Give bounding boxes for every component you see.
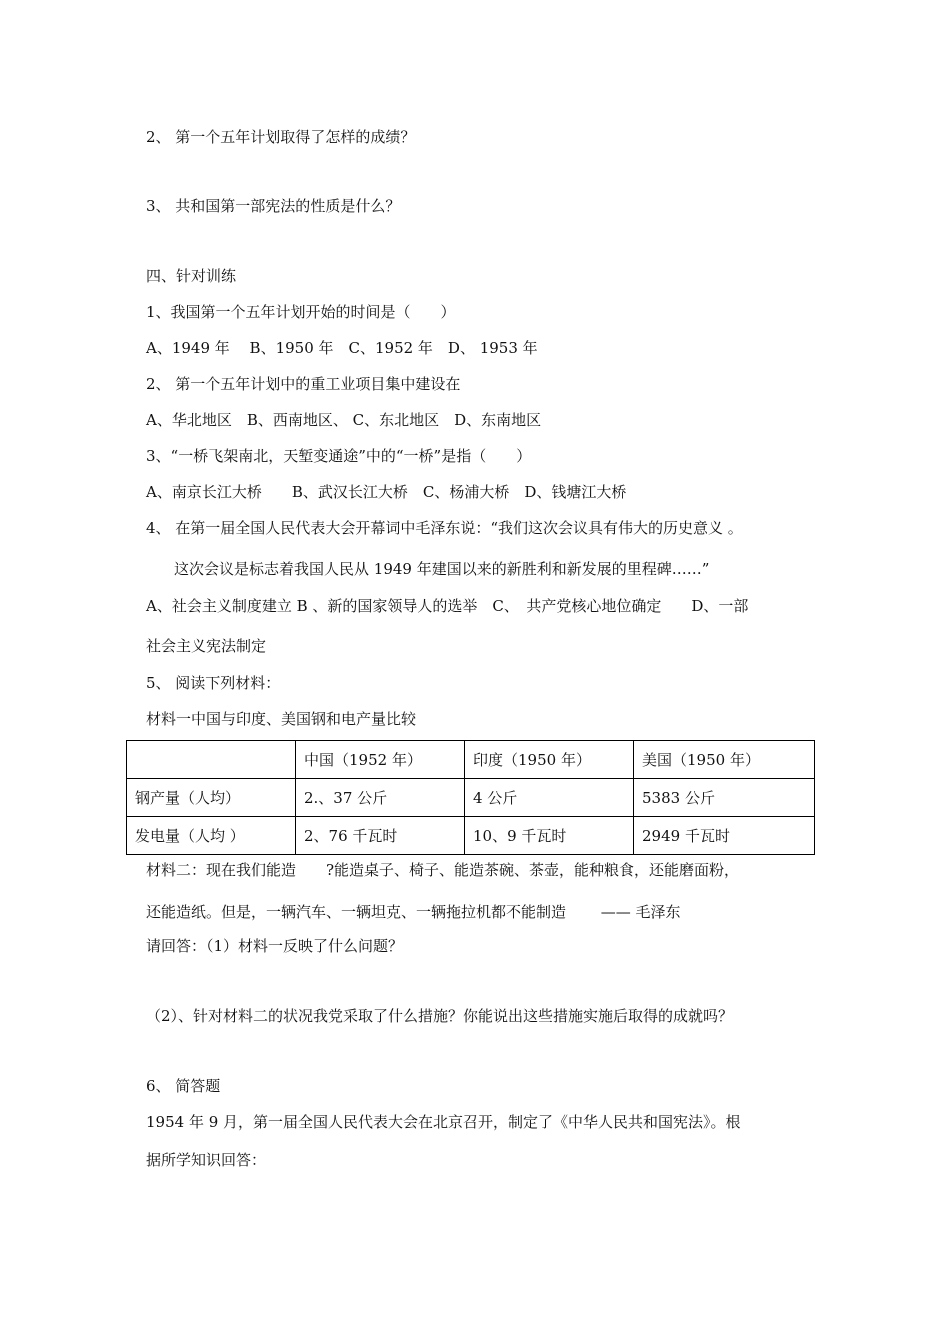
q5-stem: 5、 阅读下列材料：: [146, 674, 281, 692]
table-cell: 5383 公斤: [634, 779, 815, 817]
table-cell: 钢产量（人均）: [127, 779, 296, 817]
comparison-table: [126, 740, 815, 855]
q2-options: A、华北地区 B、西南地区、 C、东北地区 D、东南地区: [146, 411, 542, 429]
q6-stem: 6、 简答题: [146, 1077, 221, 1095]
q6-text-line1: 1954 年 9 月，第一届全国人民代表大会在北京召开，制定了《中华人民共和国宪法》。根: [146, 1113, 741, 1131]
question-3-top: 3、 共和国第一部宪法的性质是什么？: [146, 197, 401, 215]
q3-stem: 3、“一桥飞架南北，天堑变通途”中的“一桥”是指（ ）: [146, 447, 532, 465]
question-2-top: 2、 第一个五年计划取得了怎样的成绩？: [146, 128, 416, 146]
q5-ask2: （2）、针对材料二的状况我党采取了什么措施？你能说出这些措施实施后取得的成就吗？: [146, 1007, 734, 1025]
table-cell: 2.、37 公斤: [296, 779, 465, 817]
q4-options-line1: A、社会主义制度建立 B 、新的国家领导人的选举 C、 共产党核心地位确定 D、一部: [146, 597, 749, 615]
material1-title: 材料一中国与印度、美国钢和电产量比较: [146, 710, 417, 728]
q6-text-line2: 据所学知识回答：: [146, 1151, 267, 1169]
table-cell: 2、76 千瓦时: [296, 817, 465, 855]
table-cell: 2949 千瓦时: [634, 817, 815, 855]
table-cell: 4 公斤: [465, 779, 634, 817]
table-header-cell: 美国（1950 年）: [634, 741, 815, 779]
section-title: 四、针对训练: [146, 267, 237, 285]
table-header-row: [127, 741, 815, 779]
material2-line1: 材料二：现在我们能造 ?能造桌子、椅子、能造茶碗、茶壶，能种粮食，还能磨面粉，: [146, 861, 740, 879]
q5-ask1: 请回答：（1）材料一反映了什么问题？: [146, 937, 404, 955]
table-cell: 10、9 千瓦时: [465, 817, 634, 855]
q4-options-line2: 社会主义宪法制定: [146, 637, 267, 655]
q1-stem: 1、我国第一个五年计划开始的时间是（ ）: [146, 303, 456, 321]
q1-options: A、1949 年 B、1950 年 C、1952 年 D、 1953 年: [146, 339, 538, 357]
q3-options: A、南京长江大桥 B、武汉长江大桥 C、杨浦大桥 D、钱塘江大桥: [146, 483, 627, 501]
table-cell: 发电量（人均 ）: [127, 817, 296, 855]
q2-stem: 2、 第一个五年计划中的重工业项目集中建设在: [146, 375, 461, 393]
table-row: [127, 779, 815, 817]
q4-stem-line1: 4、 在第一届全国人民代表大会开幕词中毛泽东说：“我们这次会议具有伟大的历史意义 。: [146, 519, 743, 537]
material2-line2: 还能造纸。但是，一辆汽车、一辆坦克、一辆拖拉机都不能制造 —— 毛泽东: [146, 903, 681, 921]
q4-stem-line2: 这次会议是标志着我国人民从 1949 年建国以来的新胜利和新发展的里程碑……”: [174, 560, 710, 578]
table-row: [127, 817, 815, 855]
table-header-cell: 中国（1952 年）: [296, 741, 465, 779]
table-header-cell: [127, 741, 296, 779]
table-header-cell: 印度（1950 年）: [465, 741, 634, 779]
